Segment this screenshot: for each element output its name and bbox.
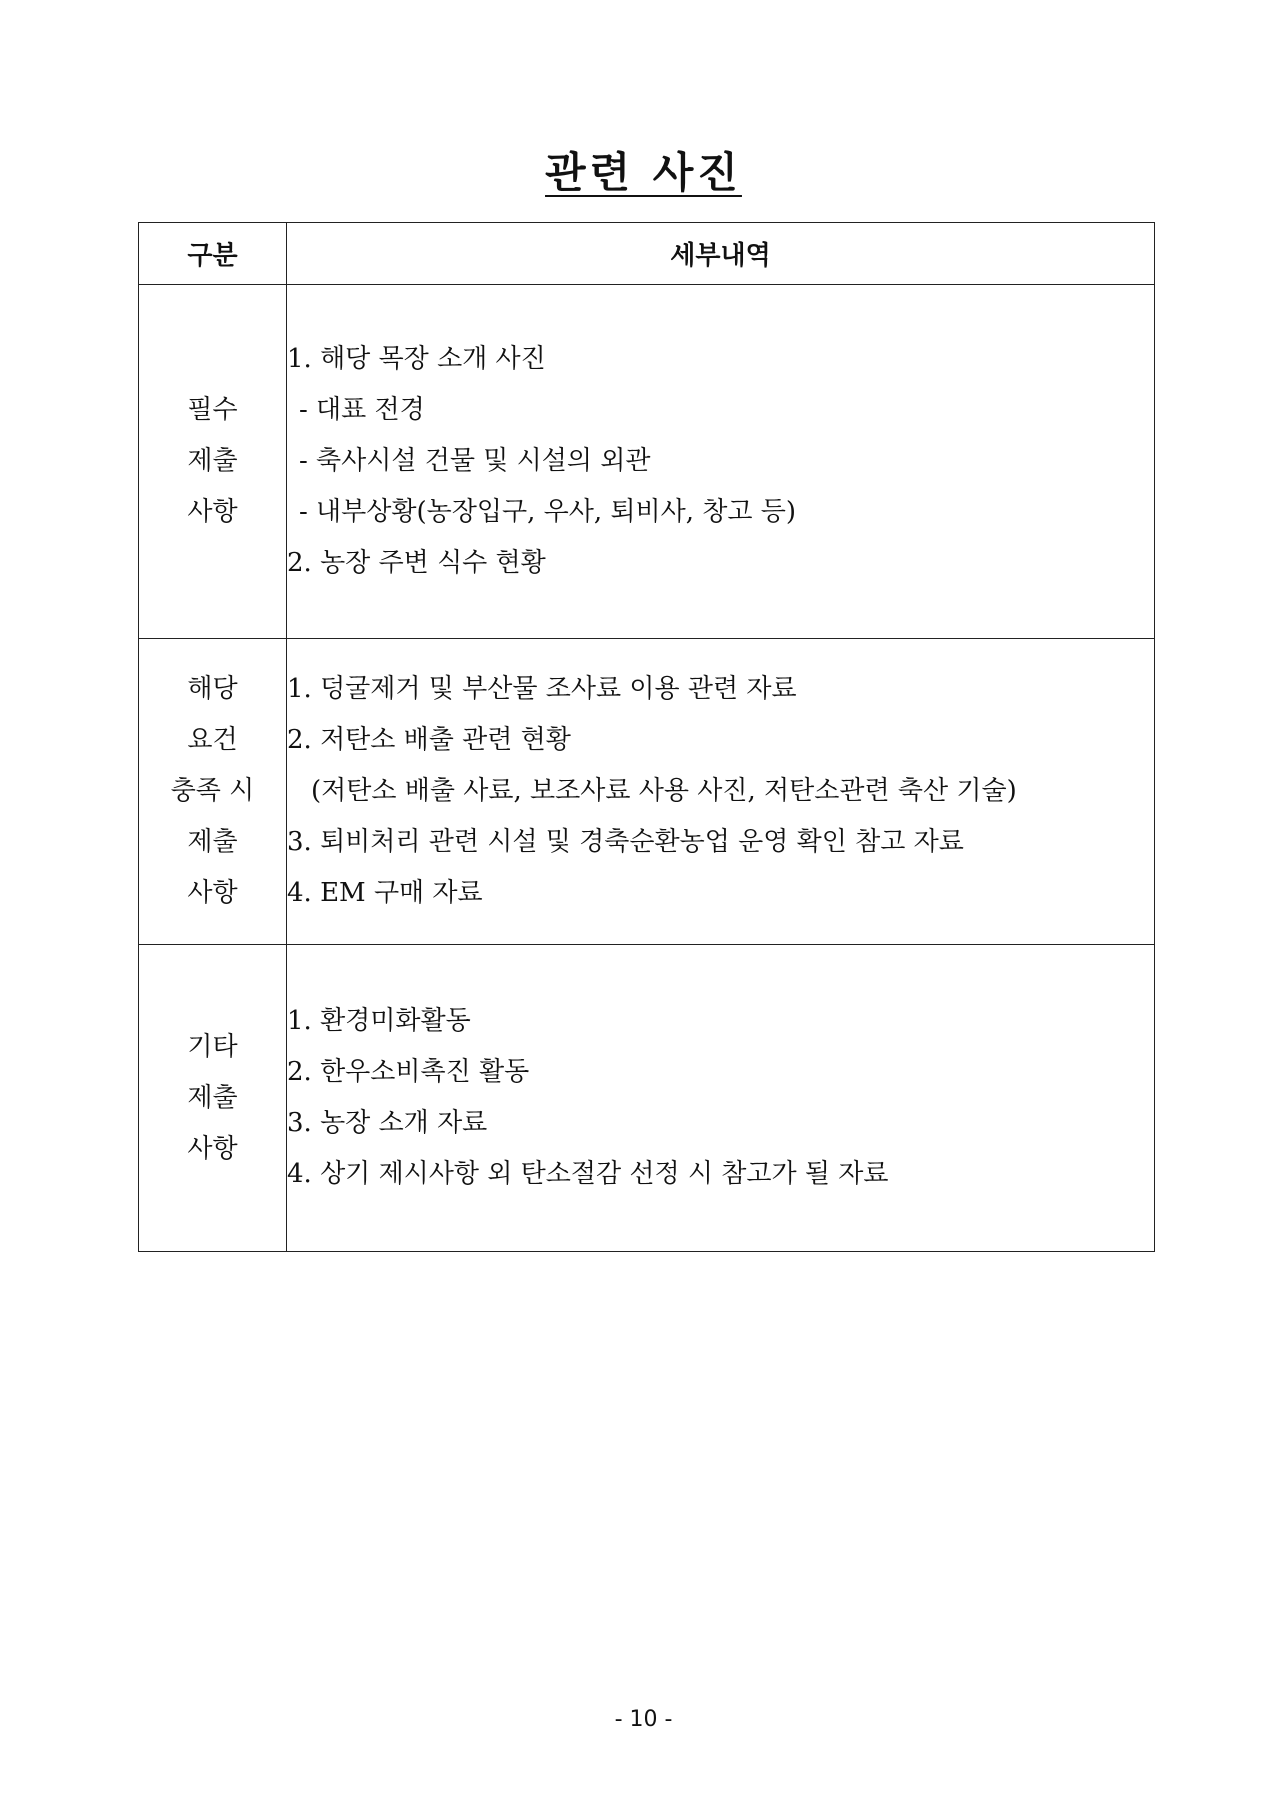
detail-item: 2. 한우소비촉진 활동	[287, 1057, 530, 1087]
page-title	[0, 140, 1287, 200]
category-text: 사항	[187, 497, 238, 527]
details-cell	[287, 639, 1155, 945]
category-text: 제출	[187, 446, 238, 476]
category-text: 사항	[187, 878, 238, 908]
table-header-row	[139, 223, 1155, 285]
category-cell	[139, 945, 287, 1252]
category-text: 해당	[187, 674, 238, 704]
page-title-text: 관련 사진	[545, 148, 742, 197]
detail-item: 1. 덩굴제거 및 부산물 조사료 이용 관련 자료	[287, 674, 797, 704]
detail-item: 2. 저탄소 배출 관련 현황	[287, 725, 571, 755]
header-category: 구분	[139, 223, 287, 285]
category-text: 충족 시	[170, 776, 255, 806]
detail-item: 4. EM 구매 자료	[287, 878, 483, 908]
detail-item: 3. 퇴비처리 관련 시설 및 경축순환농업 운영 확인 참고 자료	[287, 827, 964, 857]
detail-item: 4. 상기 제시사항 외 탄소절감 선정 시 참고가 될 자료	[287, 1159, 889, 1189]
detail-item: 2. 농장 주변 식수 현황	[287, 548, 546, 578]
page-number: - 10 -	[614, 1707, 673, 1732]
details-cell	[287, 945, 1155, 1252]
detail-item: - 대표 전경	[299, 395, 425, 425]
detail-item: - 내부상황(농장입구, 우사, 퇴비사, 창고 등)	[299, 497, 797, 527]
detail-item: (저탄소 배출 사료, 보조사료 사용 사진, 저탄소관련 축산 기술)	[311, 776, 1017, 806]
category-text: 사항	[187, 1133, 238, 1164]
category-text: 기타	[187, 1031, 238, 1062]
detail-item: 3. 농장 소개 자료	[287, 1108, 488, 1138]
category-text: 제출	[187, 827, 238, 857]
detail-item: - 축사시설 건물 및 시설의 외관	[299, 446, 651, 476]
header-details: 세부내역	[287, 223, 1155, 285]
table-row	[139, 285, 1155, 639]
category-text: 필수	[187, 395, 238, 425]
requirements-table	[138, 222, 1155, 1252]
table-row	[139, 639, 1155, 945]
details-cell	[287, 285, 1155, 639]
table-row	[139, 945, 1155, 1252]
category-cell	[139, 639, 287, 945]
category-text: 요건	[187, 725, 238, 755]
category-text: 제출	[187, 1082, 238, 1113]
detail-item: 1. 환경미화활동	[287, 1006, 471, 1036]
category-cell	[139, 285, 287, 639]
detail-item: 1. 해당 목장 소개 사진	[287, 344, 546, 374]
